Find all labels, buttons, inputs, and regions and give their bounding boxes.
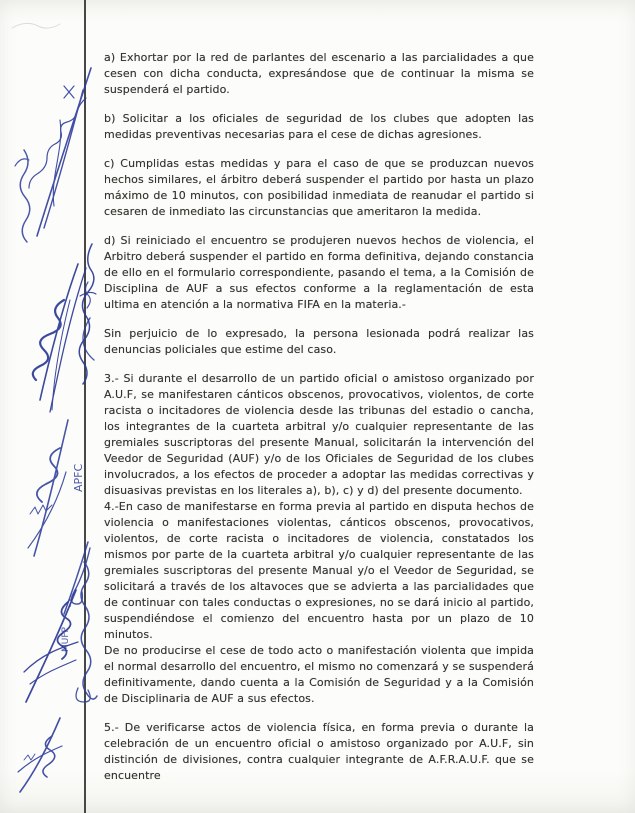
paragraph-d: d) Si reiniciado el encuentro se produjeren nuevos hechos de violencia, el Arbitro deberá suspender el partido en forma definitiva, dejando constancia de ello en el formulario correspondiente, pasando el tema, a la Comisión de Disciplina de AUF a sus efectos conforme a la reglamentación de esta ultima en atención a la normativa FIFA en la materia.- xyxy=(104,234,534,311)
paragraph-c: c) Cumplidas estas medidas y para el caso de que se produzcan nuevos hechos similares, el árbitro deberá suspender el partido por hasta un plazo máximo de 10 minutos, con posibilidad inmediata de reanudar el partido si cesaren de inmediato las circunstancias que ameritaron la medida. xyxy=(104,157,534,218)
signature-g-flourish xyxy=(64,542,90,614)
margin-rule-line xyxy=(84,0,86,813)
signature-loops-flourish xyxy=(28,420,68,556)
signature-top-diagonal xyxy=(29,68,91,236)
signature-bottom xyxy=(18,718,62,792)
annotation-mufp: MUFP xyxy=(61,627,71,652)
paragraph-sin-perjuicio: Sin perjuicio de lo expresado, la persona lesionada podrá realizar las denuncias policiales que estime del caso. xyxy=(104,327,534,356)
document-body xyxy=(104,50,534,797)
signature-left-vertical xyxy=(15,150,30,242)
signature-margin-art xyxy=(0,0,120,813)
paragraph-b: b) Solicitar a los oficiales de seguridad de los clubes que adopten las medidas preventivas necesarias para el cese de dichas agresiones. xyxy=(104,112,534,141)
paragraph-3: 3.- Si durante el desarrollo de un partido oficial o amistoso organizado por A.U.F, se manifestaren cánticos obscenos, provocativos, violentos, de corte racista o incitadores de violencia desde las tribunas del estadio o cancha, los integrantes de la cuarteta arbitral y/o cualquier representante de las gremiales suscriptoras del presente Manual, solicitarán la intervención del Veedor de Seguridad (AUF) y/o de los Oficiales de Seguridad de los clubes involucrados, a los efectos de proceder a adoptar las medidas correctivas y disuasivas previstas en los literales a), b), c) y d) del presente documento. xyxy=(104,372,534,497)
paragraph-a: a) Exhortar por la red de parlantes del escenario a las parcialidades a que cesen con dicha conducta, expresándose que de continuar la misma se suspenderá el partido. xyxy=(104,51,534,96)
signature-large-flourish xyxy=(24,590,78,702)
bleed-through-mark xyxy=(12,23,60,28)
annotation-apfc: APFC xyxy=(72,463,85,492)
signature-middle-cluster xyxy=(33,244,96,412)
paragraph-5: 5.- De verificarse actos de violencia física, en forma previa o durante la celebración de un encuentro oficial o amistoso organizado por A.U.F, sin distinción de divisiones, contra cualquier integrante de A.F.R.A.U.F. que se encuentre xyxy=(104,721,534,782)
paragraph-4: 4.-En caso de manifestarse en forma previa al partido en disputa hechos de violencia o manifestaciones violentas, cánticos obscenos, provocativos, violentos, de corte racista o incitadores de violencia, constatados los mismos por parte de la cuarteta arbitral y/o cualquier representante de las gremiales suscriptoras del presente Manual y/o el Veedor de Seguridad, se solicitará a través de los altavoces que se advierta a las parcialidades que de continuar con tales conductas o expresiones, no se dará inicio al partido, suspendiéndose el comienzo del encuentro hasta por un plazo de 10 minutos. xyxy=(104,500,534,641)
paragraph-de-no-producirse: De no producirse el cese de todo acto o manifestación violenta que impida el normal desarrollo del encuentro, el mismo no comenzará y se suspenderá definitivamente, dando cuenta a la Comisión de Seguridad y a la Comisión de Disciplinaria de AUF a sus efectos. xyxy=(104,644,534,705)
